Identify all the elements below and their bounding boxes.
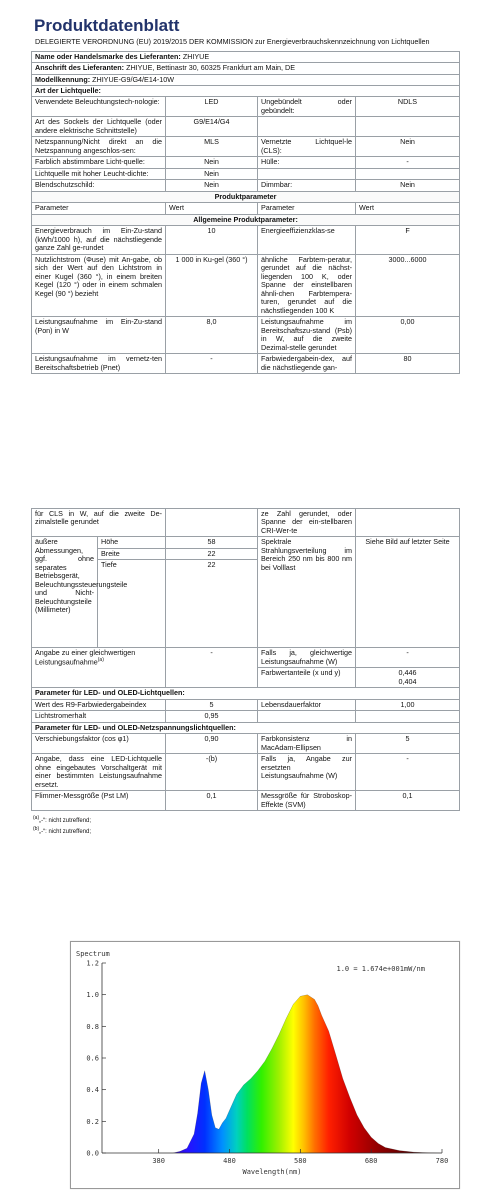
replace-value: -(b)	[166, 754, 258, 791]
param-value: 10	[166, 226, 258, 254]
param-label: Leistungsaufnahme im Ein-Zu-stand (Pon) in W	[32, 317, 166, 354]
col-param-1: Parameter	[32, 203, 166, 214]
footnote-b-mark: (b)	[33, 826, 40, 833]
svm-label: Messgröße für Stroboskop-Effekte (SVM)	[258, 791, 356, 811]
r9-value: 5	[166, 699, 258, 710]
footnote-b-text: „-“: nicht zutreffend;	[39, 829, 92, 836]
x-tick-label: 580	[294, 1157, 307, 1165]
light-type-param-label-2: Hülle:	[258, 157, 356, 168]
equiv-power-w-label: Falls ja, gleichwertige Leistungsaufnahme (W)	[258, 648, 356, 668]
light-type-param-label-2: Dimmbar:	[258, 180, 356, 191]
x-tick-label: 380	[152, 1157, 165, 1165]
param-label-2: Energieeffizienzklas-se	[258, 226, 356, 254]
cri-label-cont: ze Zahl gerundet, oder Spanne der ein-stellbaren CRI-Wer-te	[258, 509, 356, 537]
regulation-text: DELEGIERTE VERORDNUNG (EU) 2019/2015 DER KOMMISSION zur Energieverbrauchskennzeichnung von Lichtquellen	[35, 37, 430, 47]
light-type-param-label-2	[258, 168, 356, 179]
supplier-table	[31, 51, 460, 375]
param-value-2: 3000...6000	[356, 254, 460, 316]
svm-value: 0,1	[356, 791, 460, 811]
mains-section-title: Parameter für LED- und OLED-Netzspannungslichtquellen:	[32, 722, 460, 733]
light-type-param-value-2	[356, 168, 460, 179]
light-type-row	[32, 137, 460, 157]
page-title: Produktdatenblatt	[34, 16, 180, 35]
equiv-power-w-value: -	[356, 648, 460, 668]
light-type-param-value: G9/E14/G4	[166, 117, 258, 137]
x-tick-label: 480	[223, 1157, 236, 1165]
replace-w-label: Falls ja, Angabe zur ersetzten Leistungsaufnahme (W)	[258, 754, 356, 791]
param-label-2: Farbwiedergabein-dex, auf die nächstliegende gan-	[258, 354, 356, 374]
param-label-2: ähnliche Farbtem-peratur, gerundet auf die nächst-liegenden 100 K, oder Spanne der einstellbaren ähnli-chen Farbtempera-turen, gerundet auf die nächstliegenden 100 K	[258, 254, 356, 316]
light-type-param-label: Verwendete Beleuchtungstech-nologie:	[32, 97, 166, 117]
cos-row	[32, 734, 460, 754]
flicker-label: Flimmer-Messgröße (Pst LM)	[32, 791, 166, 811]
flicker-value: 0,1	[166, 791, 258, 811]
light-type-row	[32, 117, 460, 137]
led-section-row	[32, 688, 460, 699]
dim-name: Breite	[98, 548, 166, 559]
y-tick-label: 1.0	[86, 991, 99, 1000]
col-value-1: Wert	[166, 203, 258, 214]
light-type-param-value-2: Nein	[356, 180, 460, 191]
supplier-name-row	[32, 51, 460, 62]
model-row	[32, 74, 460, 85]
param-label: Energieverbrauch im Ein-Zu-stand (kWh/1000 h), auf die nächstliegende ganze Zahl ge-rundet	[32, 226, 166, 254]
light-type-param-label: Blendschutzschild:	[32, 180, 166, 191]
type-header-row	[32, 85, 460, 96]
r9-label: Wert des R9-Farbwiedergabeindex	[32, 699, 166, 710]
dim-name: Höhe	[98, 537, 166, 548]
supplier-address-label: Anschrift des Lieferanten:	[35, 63, 125, 73]
product-param-row	[32, 226, 460, 254]
supplier-name: ZHIYUE	[182, 51, 210, 61]
supplier-address-row	[32, 63, 460, 74]
light-type-param-value-2: NDLS	[356, 97, 460, 117]
light-type-param-value-2: -	[356, 157, 460, 168]
cls-standby-label-cont: für CLS in W, auf die zweite De-zimalstelle gerundet	[32, 509, 166, 537]
light-type-param-value: Nein	[166, 168, 258, 179]
param-label: Nutzlichtstrom (Φuse) mit An-gabe, ob sich der Wert auf den Lichtstrom in einer Kugel (360 °), in einem breiten Kegel (120 °) oder in einem schmalen Kegel (90 °) bezieht	[32, 254, 166, 316]
replace-label: Angabe, dass eine LED-Lichtquelle ohne eingebautes Vorschaltgerät mit einer bestimmten Leistungsaufnahme ersetzt.	[32, 754, 166, 791]
mains-section-row	[32, 722, 460, 733]
maintenance-label: Lichtstromerhalt	[32, 711, 166, 722]
param-value-2: 80	[356, 354, 460, 374]
scale-annotation: 1.0 = 1.674e+001mW/nm	[336, 965, 425, 973]
light-type-param-value-2: Nein	[356, 137, 460, 157]
light-type-param-value: LED	[166, 97, 258, 117]
y-axis-label: Spectrum	[76, 950, 110, 958]
y-tick-label: 0.0	[86, 1149, 99, 1158]
supplier-name-label: Name oder Handelsmarke des Lieferanten:	[35, 51, 181, 61]
equiv-power-note: (a)	[97, 656, 104, 663]
cos-label: Verschiebungsfaktor (cos φ1)	[32, 734, 166, 754]
datasheet-part-1	[31, 10, 459, 374]
maintenance-value: 0,95	[166, 711, 258, 722]
light-type-param-label: Netzspannung/Nicht direkt an die Netzspannung angeschlos-sen:	[32, 137, 166, 157]
params-continued-table	[31, 508, 460, 811]
cos-value: 0,90	[166, 734, 258, 754]
param-value-2: F	[356, 226, 460, 254]
light-type-row	[32, 157, 460, 168]
supplier-address: ZHIYUE, Bettinastr 30, 60325 Frankfurt am Main, DE	[126, 63, 296, 73]
col-param-2: Parameter	[258, 203, 356, 214]
equiv-power-value: -	[166, 648, 258, 688]
dim-value: 58	[166, 537, 258, 548]
y-tick-label: 0.8	[86, 1022, 99, 1031]
light-source-type-label: Art der Lichtquelle:	[32, 85, 460, 96]
flicker-row	[32, 791, 460, 811]
datasheet-part-2	[31, 508, 459, 837]
light-type-param-label-2: Vernetzte Lichtquel-le (CLS):	[258, 137, 356, 157]
x-tick-label: 680	[364, 1157, 378, 1165]
product-param-row	[32, 254, 460, 316]
equiv-power-cell	[32, 648, 166, 688]
dim-value: 22	[166, 560, 258, 648]
spectrum-area	[159, 995, 442, 1153]
maintenance-row	[32, 711, 460, 722]
param-section-title: Produktparameter	[32, 191, 460, 202]
light-type-row	[32, 168, 460, 179]
footnote-a-mark: (a)	[33, 815, 40, 822]
lifetime-value: 1,00	[356, 699, 460, 710]
model-label: Modellkennung:	[35, 74, 91, 84]
product-param-row	[32, 317, 460, 354]
dim-name: Tiefe	[98, 560, 166, 648]
y-tick-label: 0.6	[86, 1054, 99, 1063]
model-id: ZHIYUE-G9/G4/E14-10W	[92, 74, 174, 84]
lifetime-label: Lebensdauerfaktor	[258, 699, 356, 710]
col-value-2: Wert	[356, 203, 460, 214]
spectrum-chart	[70, 941, 460, 1189]
macadam-value: 5	[356, 734, 460, 754]
spectrum-plot	[70, 941, 460, 1189]
dimensions-label: äußere Abmessungen, ggf. ohne separates Betriebsgerät, Beleuchtungssteuerungsteile und Nicht-Beleuchtungsteile (Millimeter)	[32, 537, 98, 648]
general-section-row	[32, 214, 460, 225]
footnote-a-text: „-“: nicht zutreffend;	[39, 818, 92, 825]
light-type-param-value: MLS	[166, 137, 258, 157]
dims-row-1	[32, 537, 460, 548]
product-param-row	[32, 354, 460, 374]
chroma-label: Farbwertanteile (x und y)	[258, 668, 356, 688]
light-type-param-value: Nein	[166, 180, 258, 191]
param-value-2: 0,00	[356, 317, 460, 354]
param-section-row	[32, 191, 460, 202]
light-type-param-label-2: Ungebündelt oder gebündelt:	[258, 97, 356, 117]
param-value: -	[166, 354, 258, 374]
light-type-param-label: Lichtquelle mit hoher Leucht-dichte:	[32, 168, 166, 179]
light-type-param-label: Farblich abstimmbare Licht-quelle:	[32, 157, 166, 168]
dim-value: 22	[166, 548, 258, 559]
light-type-param-value: Nein	[166, 157, 258, 168]
y-tick-label: 0.4	[86, 1086, 99, 1095]
spectral-label: Spektrale Strahlungsverteilung im Bereich 250 nm bis 800 nm bei Volllast	[258, 537, 356, 648]
param-label-2: Leistungsaufnahme im Bereitschaftszu-stand (Psb) in W, auf die zweite Dezimal-stelle gerundet	[258, 317, 356, 354]
light-type-param-value-2	[356, 117, 460, 137]
light-type-param-label-2	[258, 117, 356, 137]
equiv-row	[32, 648, 460, 668]
y-tick-label: 1.2	[86, 959, 99, 968]
replace-w-value: -	[356, 754, 460, 791]
general-section-title: Allgemeine Produktparameter:	[32, 214, 460, 225]
chroma-x: 0,446	[398, 668, 417, 678]
light-type-row	[32, 180, 460, 191]
chroma-y: 0,404	[398, 676, 417, 686]
light-type-row	[32, 97, 460, 117]
x-tick-label: 780	[435, 1157, 449, 1165]
continued-row	[32, 509, 460, 537]
chroma-values	[356, 668, 460, 688]
footnote-b	[33, 826, 459, 837]
footnotes	[31, 811, 459, 837]
footnote-a	[33, 815, 459, 826]
param-header-row	[32, 203, 460, 214]
led-section-title: Parameter für LED- und OLED-Lichtquellen:	[32, 688, 460, 699]
spectral-value: Siehe Bild auf letzter Seite	[356, 537, 460, 648]
light-type-param-label: Art des Sockels der Lichtquelle (oder andere elektrische Schnittstelle)	[32, 117, 166, 137]
y-tick-label: 0.2	[86, 1117, 99, 1126]
param-value: 1 000 in Ku-gel (360 °)	[166, 254, 258, 316]
param-label: Leistungsaufnahme im vernetz-ten Bereitschaftsbetrieb (Pnet)	[32, 354, 166, 374]
x-axis-label: Wavelength(nm)	[242, 1168, 302, 1176]
param-value: 8,0	[166, 317, 258, 354]
r9-row	[32, 699, 460, 710]
macadam-label: Farbkonsistenz in MacAdam-Ellipsen	[258, 734, 356, 754]
equiv-power-label: Angabe zu einer gleichwertigen Leistungsaufnahme	[35, 648, 136, 667]
replace-row	[32, 754, 460, 791]
